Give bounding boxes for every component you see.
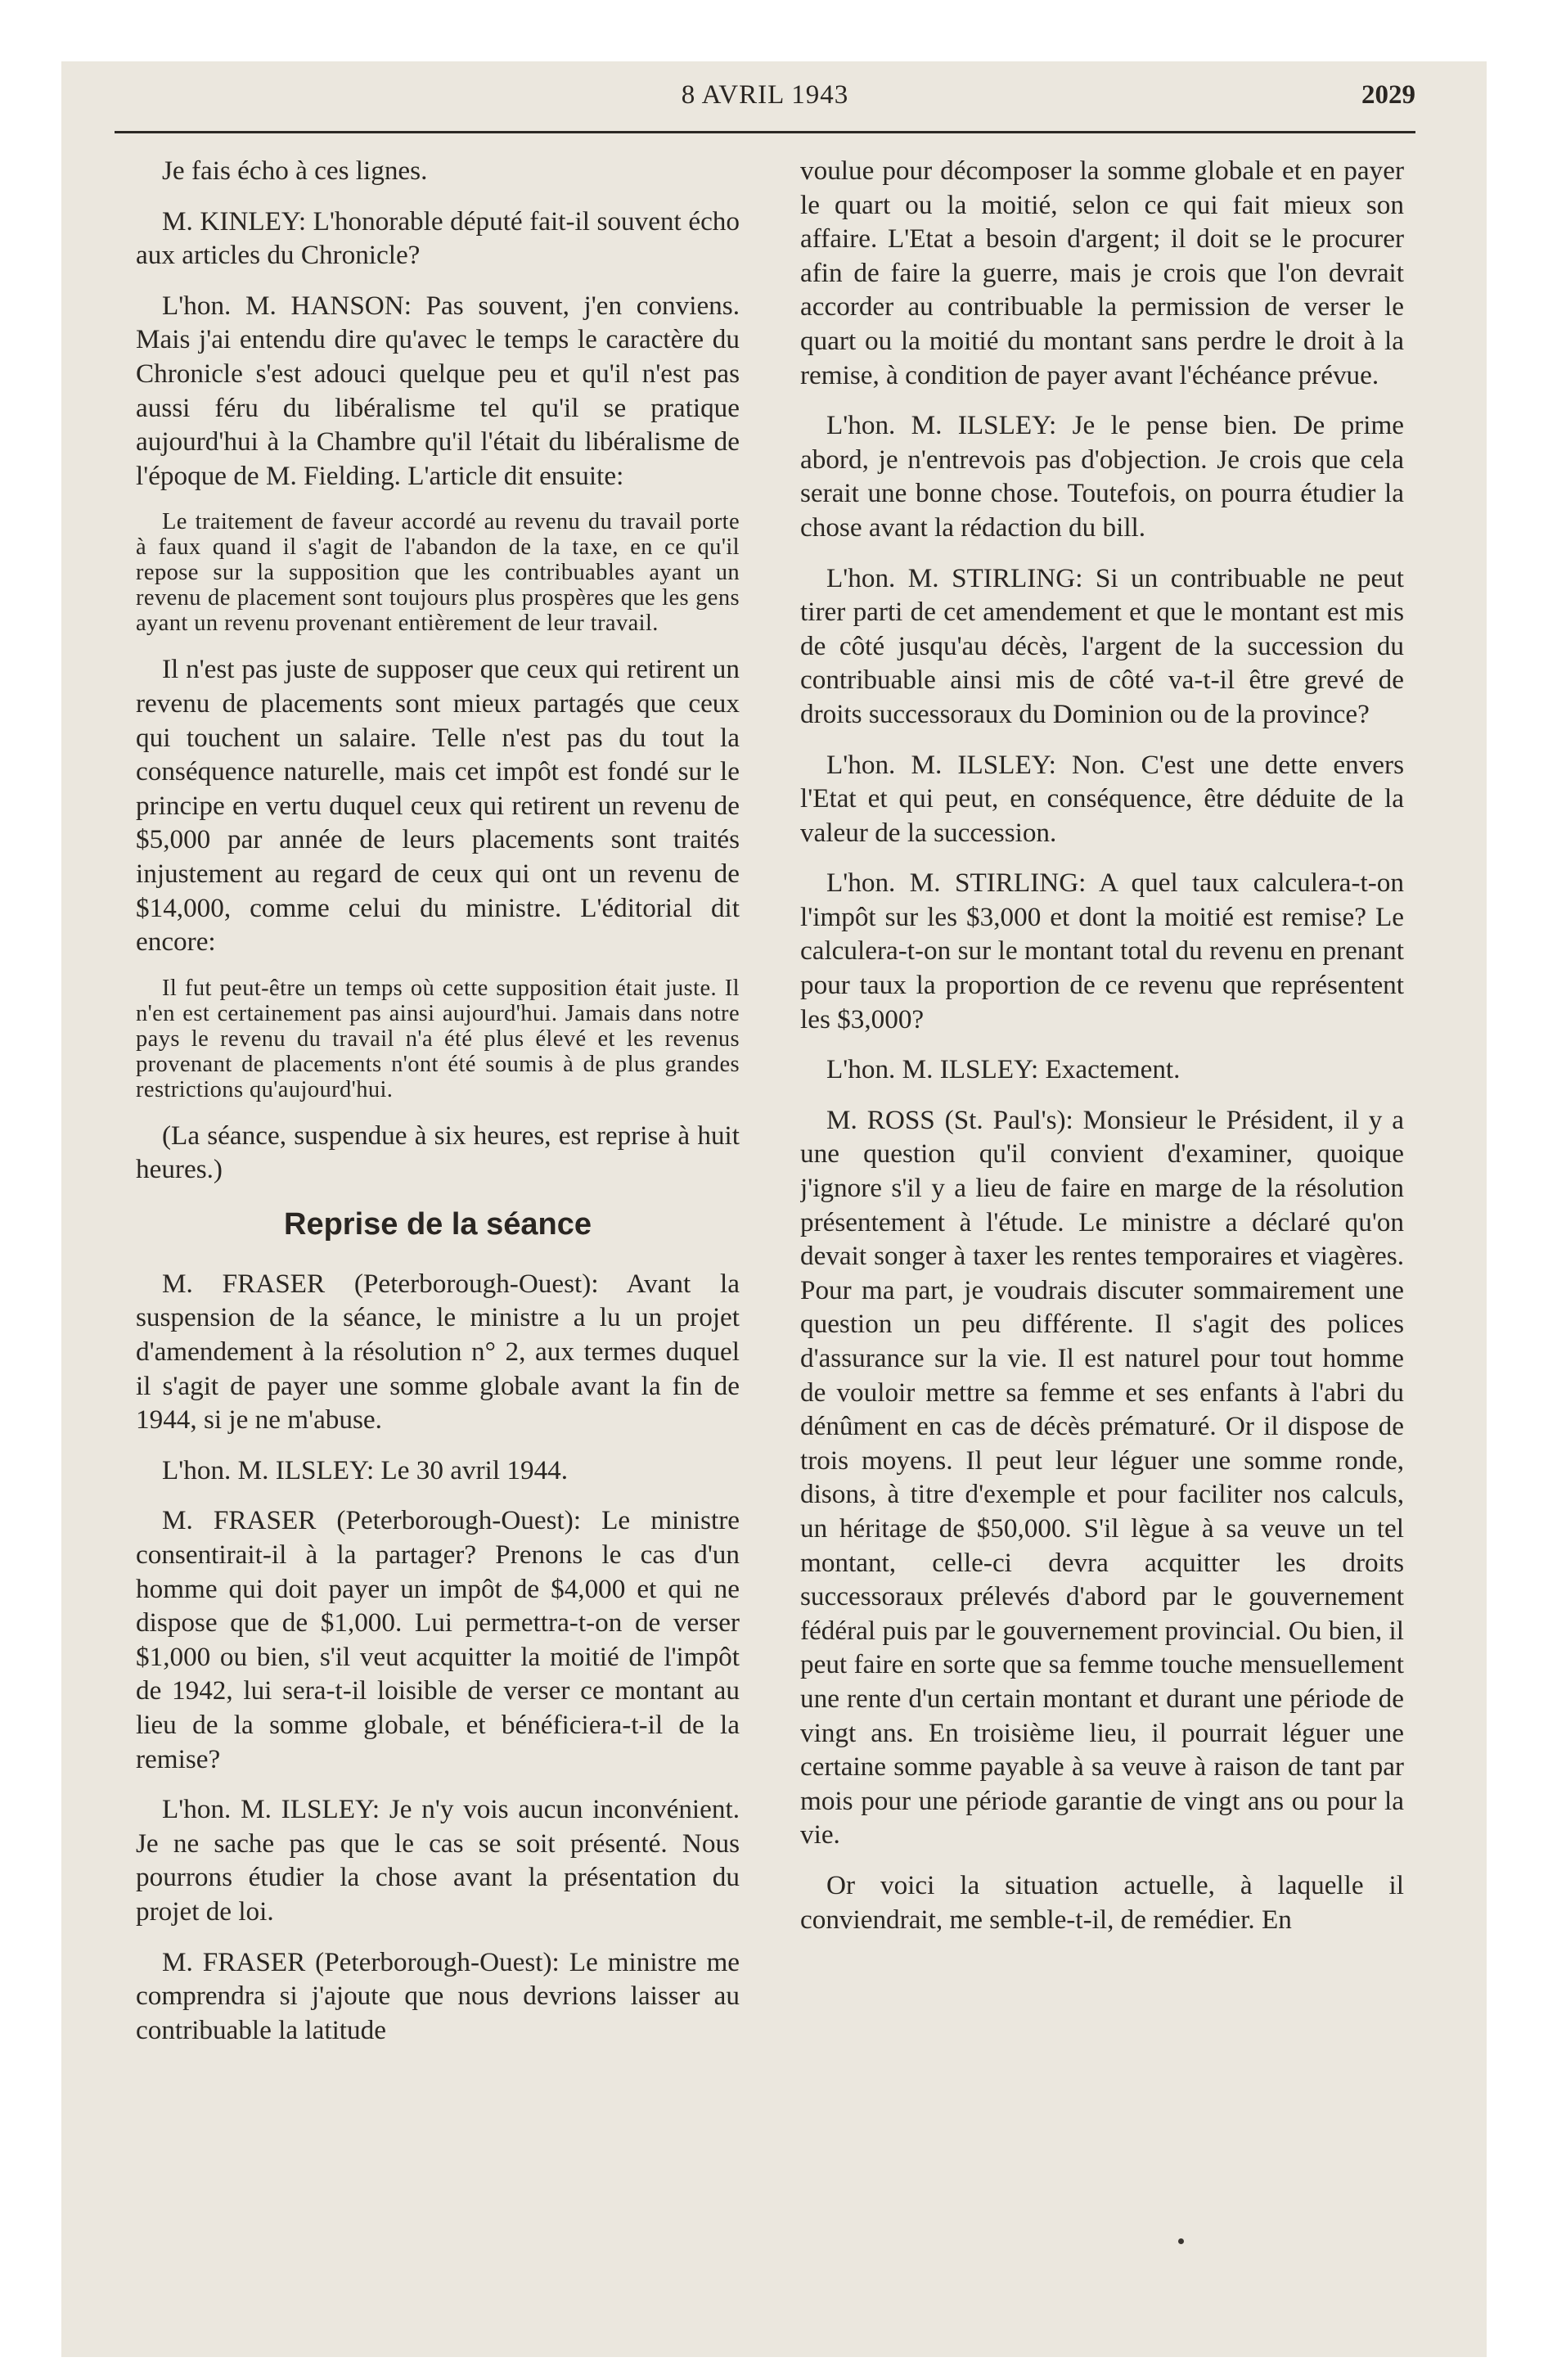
paragraph: L'hon. M. ILSLEY: Le 30 avril 1944. [162,1454,569,1485]
paragraph: M. FRASER (Peterborough-Ouest): Avant la suspension de la séance, le ministre a lu un projet d'amendement à la résolution n° 2, aux termes duquel il s'agit de payer une somme globale avant la fin de 1944, si je ne m'abuse. [136,1268,740,1436]
page-number: 2029 [1361,80,1415,110]
paragraph: L'hon. M. ILSLEY: Exactement. [826,1054,1181,1085]
page-header [115,74,1415,123]
paragraph: Je fais écho à ces lignes. [162,156,428,186]
paragraph: L'hon. M. HANSON: Pas souvent, j'en conviens. Mais j'ai entendu dire qu'avec le temps le caractère du Chronicle s'est adouci quelque peu et qu'il n'est pas aussi féru du libéralisme tel qu'il se pratique aujourd'hui à la Chambre qu'il l'était du libéralisme de l'époque de M. Fielding. L'article dit ensuite: [136,290,740,491]
paragraph-continued: voulue pour décomposer la somme globale et en payer le quart ou la moitié, selon ce qui fait mieux son affaire. L'Etat a besoin d'argent; il doit se le procurer afin de faire la guerre, mais je crois que l'on devrait accorder au contribuable la permission de verser le quart ou la moitié du montant sans perdre le droit à la remise, à condition de payer avant l'échéance prévue. [800,156,1404,390]
paragraph: M. KINLEY: L'honorable député fait-il souvent écho aux articles du Chronicle? [136,205,740,271]
quoted-passage: Il fut peut-être un temps où cette supposition était juste. Il n'en est certainement pas ainsi aujourd'hui. Jamais dans notre pays le revenu du travail n'a été plus élevé et les revenus provenant de placements n'ont été soumis à de plus grandes restrictions qu'aujourd'hui. [136,975,740,1102]
quoted-passage: Le traitement de faveur accordé au revenu du travail porte à faux quand il s'agit de l'abandon de la taxe, en ce qu'il repose sur la supposition que les contribuables ayant un revenu de placement sont toujours plus prospères que les gens ayant un revenu provenant entièrement de leur travail. [136,509,740,637]
paragraph: L'hon. M. STIRLING: A quel taux calculera-t-on l'impôt sur les $3,000 et dont la moitié est remise? Le calculera-t-on sur le montant total du revenu en prenant pour taux la proportion de ce revenu que représentent les $3,000? [800,868,1404,1034]
paragraph: Il n'est pas juste de supposer que ceux qui retirent un revenu de placements sont mieux partagés que ceux qui touchent un salaire. Telle n'est pas du tout la conséquence naturelle, mais cet impôt est fondé sur le principe en vertu duquel ceux qui retirent un revenu de $5,000 par année de leurs placements sont traités injustement au regard de ceux qui ont un revenu de $14,000, comme celui du ministre. L'éditorial dit encore: [136,654,740,958]
paragraph: M. FRASER (Peterborough-Ouest): Le ministre me comprendra si j'ajoute que nous devrions laisser au contribuable la latitude [136,1946,740,2045]
page-date: 8 AVRIL 1943 [681,80,849,110]
speck-mark [1178,2238,1184,2244]
paragraph: L'hon. M. ILSLEY: Je le pense bien. De prime abord, je n'entrevois pas d'objection. Je crois que cela serait une bonne chose. Toutefois, on pourra étudier la chose avant la rédaction du bill. [800,410,1404,543]
paragraph: M. ROSS (St. Paul's): Monsieur le Président, il y a une question qu'il convient d'examiner, quoique j'ignore s'il y a lieu de faire en marge de la résolution présentement à l'étude. Le ministre a déclaré qu'on devait songer à taxer les rentes temporaires et viagères. Pour ma part, je voudrais discuter sommairement une question un peu différente. Il s'agit des polices d'assurance sur la vie. Il est naturel pour tout homme de vouloir mettre sa femme et ses enfants à l'abri du dénûment en cas de décès prématuré. Or il dispose de trois moyens. Il peut leur léguer une somme ronde, disons, à titre d'exemple et pour faciliter nos calculs, un héritage de $50,000. S'il lègue à sa veuve un tel montant, celle-ci devra acquitter les droits successoraux prélevés d'abord par le gouvernement fédéral puis par le gouvernement provincial. Ou bien, il peut faire en sorte que sa femme touche mensuellement une rente d'un certain montant et durant une période de vingt ans. En troisième lieu, il pourrait léguer une certaine somme payable à sa veuve à raison de tant par mois pour une période garantie de vingt ans ou pour la vie. [800,1104,1404,1850]
paragraph: Or voici la situation actuelle, à laquelle il conviendrait, me semble-t-il, de remédier. En [800,1869,1404,1935]
header-rule [115,131,1415,133]
left-column [136,154,740,2167]
paragraph: L'hon. M. ILSLEY: Non. C'est une dette envers l'Etat et qui peut, en conséquence, être déduite de la valeur de la succession. [800,749,1404,848]
paragraph: M. FRASER (Peterborough-Ouest): Le ministre consentirait-il à la partager? Prenons le cas d'un homme qui doit payer un impôt de $4,000 et qui ne dispose que de $1,000. Lui permettra-t-on de verser $1,000 ou bien, s'il veut acquitter la moitié de l'impôt de 1942, lui sera-t-il loisible de verser ce montant au lieu de la somme globale, et bénéficiera-t-il de la remise? [136,1505,740,1774]
section-heading: Reprise de la séance [284,1206,592,1242]
paragraph: (La séance, suspendue à six heures, est reprise à huit heures.) [136,1120,740,1185]
paragraph: L'hon. M. ILSLEY: Je n'y vois aucun inconvénient. Je ne sache pas que le cas se soit présenté. Nous pourrons étudier la chose avant la présentation du projet de loi. [136,1794,740,1927]
right-column [800,154,1404,2167]
paragraph: L'hon. M. STIRLING: Si un contribuable ne peut tirer parti de cet amendement et que le montant est mis de côté jusqu'au décès, l'argent de la succession du contribuable ainsi mis de côté va-t-il être grevé de droits successoraux du Dominion ou de la province? [800,562,1404,729]
